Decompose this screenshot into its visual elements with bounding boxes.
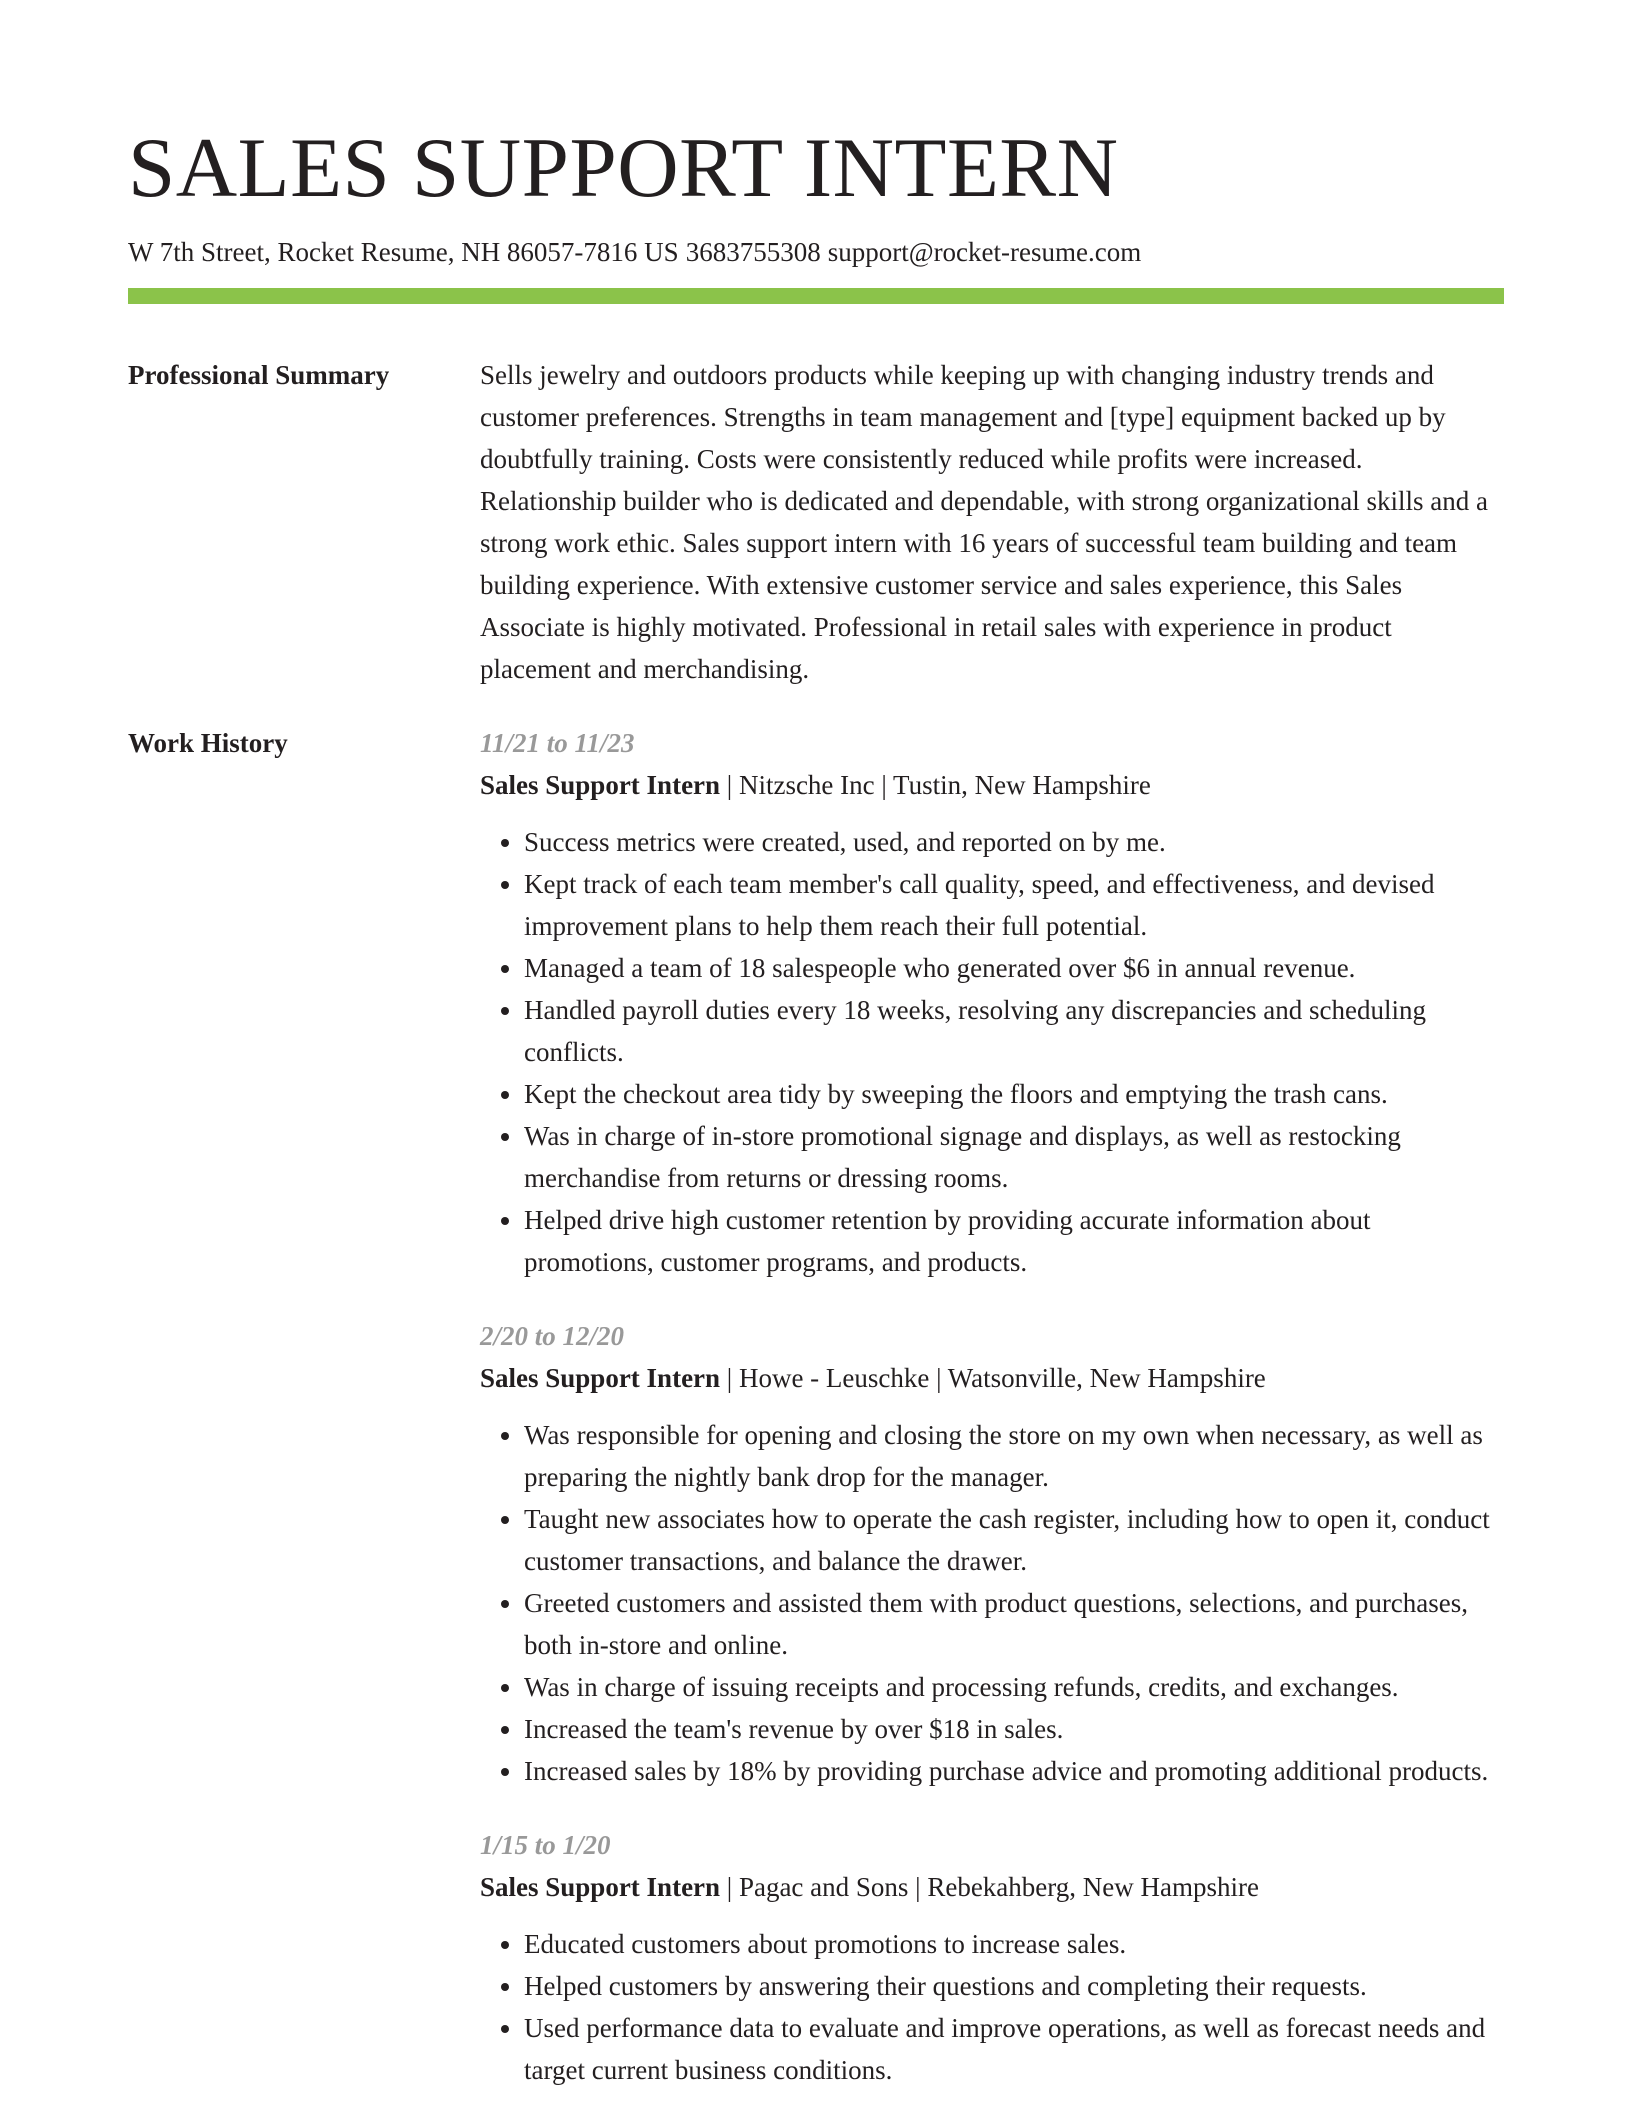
job-bullet: • Helped drive high customer retention by providing accurate information about promotions, customer programs, and products. (524, 1199, 1504, 1283)
job-entry (480, 1824, 1504, 2091)
summary-text: Sells jewelry and outdoors products while keeping up with changing industry trends and customer preferences. Strengths in team management and [type] equipment backed up by doubtfully training. Costs were consistently reduced while profits were increased. Relationship builder who is dedicated and dependable, with strong organizational skills and a strong work ethic. Sales support intern with 16 years of successful team building and team building experience. With extensive customer service and sales experience, this Sales Associate is highly motivated. Professional in retail sales with experience in product placement and merchandising. (480, 360, 1489, 684)
job-bullet: • Kept track of each team member's call quality, speed, and effectiveness, and devised improvement plans to help them reach their full potential. (524, 863, 1504, 947)
job-bullets (480, 821, 1504, 1283)
job-bullet: • Was responsible for opening and closing the store on my own when necessary, as well as preparing the nightly bank drop for the manager. (524, 1414, 1504, 1498)
job-bullets (480, 1923, 1504, 2091)
summary-section (128, 354, 1504, 690)
job-dates: 11/21 to 11/23 (480, 728, 635, 758)
job-bullet: • Educated customers about promotions to increase sales. (524, 1923, 1504, 1965)
job-bullet: • Taught new associates how to operate the cash register, including how to open it, conduct customer transactions, and balance the drawer. (524, 1498, 1504, 1582)
job-entry (480, 1315, 1504, 1792)
job-title: Sales Support Intern (480, 1363, 721, 1393)
job-details: | Nitzsche Inc | Tustin, New Hampshire (720, 770, 1151, 800)
job-heading (480, 1866, 1504, 1908)
job-heading (480, 764, 1504, 806)
job-bullet: • Handled payroll duties every 18 weeks, resolving any discrepancies and scheduling conflicts. (524, 989, 1504, 1073)
job-bullet: • Increased sales by 18% by providing purchase advice and promoting additional products. (524, 1750, 1504, 1792)
job-title: Sales Support Intern (480, 1872, 721, 1902)
job-bullet: • Was in charge of in-store promotional signage and displays, as well as restocking merchandise from returns or dressing rooms. (524, 1115, 1504, 1199)
job-heading (480, 1357, 1504, 1399)
work-history-section (128, 722, 1504, 2091)
job-dates: 2/20 to 12/20 (480, 1321, 625, 1351)
contact-line (128, 234, 1504, 270)
job-title: Sales Support Intern (480, 770, 721, 800)
job-bullet: • Kept the checkout area tidy by sweeping the floors and emptying the trash cans. (524, 1073, 1504, 1115)
contact-address: W 7th Street, Rocket Resume, NH 86057-7816 US (128, 237, 679, 267)
job-bullet: • Helped customers by answering their questions and completing their requests. (524, 1965, 1504, 2007)
summary-heading: Professional Summary (128, 360, 390, 390)
job-dates: 1/15 to 1/20 (480, 1830, 611, 1860)
job-bullet: • Used performance data to evaluate and improve operations, as well as forecast needs and target current business conditions. (524, 2007, 1504, 2091)
job-bullets (480, 1414, 1504, 1792)
job-bullet: • Managed a team of 18 salespeople who generated over $6 in annual revenue. (524, 947, 1504, 989)
contact-phone: 3683755308 (685, 237, 821, 267)
job-bullet: • Was in charge of issuing receipts and processing refunds, credits, and exchanges. (524, 1666, 1504, 1708)
resume-page (128, 0, 1504, 2091)
header-divider (128, 288, 1504, 304)
job-entry (480, 722, 1504, 1283)
work-history-heading: Work History (128, 728, 288, 758)
job-bullet: • Increased the team's revenue by over $18 in sales. (524, 1708, 1504, 1750)
contact-email: support@rocket-resume.com (827, 237, 1142, 267)
job-details: | Howe - Leuschke | Watsonville, New Hampshire (720, 1363, 1266, 1393)
job-bullet: • Greeted customers and assisted them with product questions, selections, and purchases, both in-store and online. (524, 1582, 1504, 1666)
job-bullet: • Success metrics were created, used, and reported on by me. (524, 821, 1504, 863)
candidate-name: SALES SUPPORT INTERN (128, 121, 1119, 215)
job-details: | Pagac and Sons | Rebekahberg, New Hampshire (720, 1872, 1259, 1902)
